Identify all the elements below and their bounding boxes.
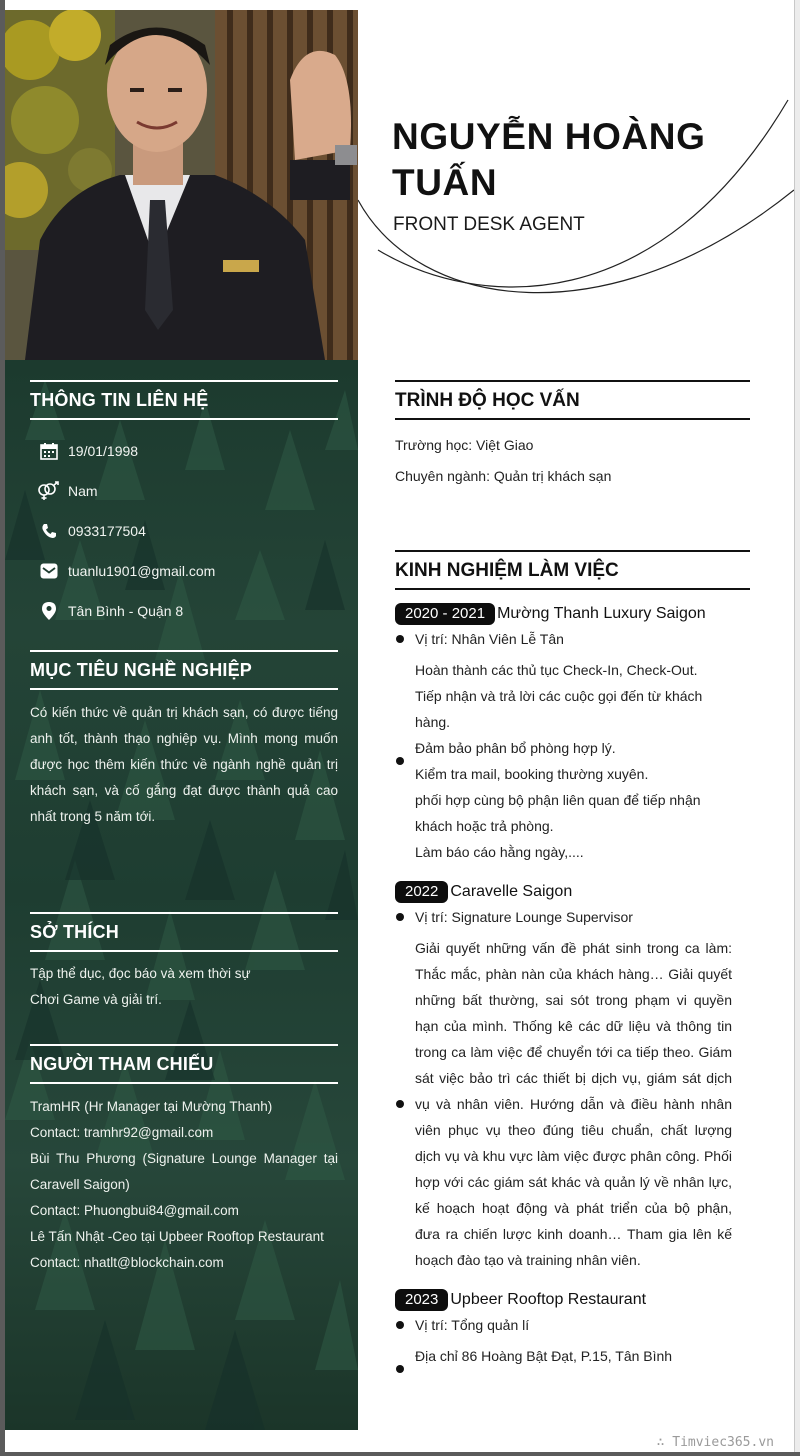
gender-icon [30, 481, 68, 501]
job-period-badge: 2022 [395, 881, 448, 903]
objective-heading: MỤC TIÊU NGHỀ NGHIỆP [30, 650, 338, 690]
hobby-item: Tập thể dục, đọc báo và xem thời sự [30, 966, 251, 981]
experience-heading: KINH NGHIỆM LÀM VIỆC [395, 550, 750, 590]
candidate-role: FRONT DESK AGENT [393, 214, 585, 235]
page-border-bottom [0, 1452, 800, 1456]
job-header [395, 1288, 646, 1312]
job-description: Địa chỉ 86 Hoàng Bật Đạt, P.15, Tân Bình [415, 1348, 673, 1364]
contact-phone [30, 519, 146, 543]
bullet-icon [396, 757, 404, 765]
bullet-icon [396, 1365, 404, 1373]
profile-photo [5, 10, 358, 360]
objective-text: Có kiến thức về quản trị khách sạn, có được tiếng anh tốt, thành thạo nghiệp vụ. Mình mong muốn được học thêm kiến thức về ngành nghề quản trị khách sạn, và cố gắng đạt được thành quả cao nhất trong 5 năm tới. [30, 705, 338, 824]
hobbies-heading: SỞ THÍCH [30, 912, 338, 952]
hobby-item: Chơi Game và giải trí. [30, 992, 162, 1007]
email-icon [30, 563, 68, 579]
sidebar [5, 360, 358, 1430]
education-school: Trường học: Việt Giao [395, 437, 534, 453]
job-company: Caravelle Saigon [450, 883, 573, 900]
calendar-icon [30, 442, 68, 460]
job-header [395, 602, 706, 626]
contact-gender [30, 479, 98, 503]
job-period-badge: 2023 [395, 1289, 448, 1311]
phone-icon [30, 523, 68, 539]
page-border-right [794, 0, 800, 1456]
contact-dob-value: 19/01/1998 [68, 443, 139, 459]
bullet-icon [396, 635, 404, 643]
job-position: Vị trí: Signature Lounge Supervisor [415, 909, 633, 925]
location-icon [30, 602, 68, 620]
bullet-icon [396, 1100, 404, 1108]
contact-email-value: tuanlu1901@gmail.com [68, 563, 216, 579]
job-period-badge: 2020 - 2021 [395, 603, 495, 625]
job-company: Upbeer Rooftop Restaurant [450, 1291, 647, 1308]
job-company: Mường Thanh Luxury Saigon [497, 605, 706, 622]
job-description: Hoàn thành các thủ tục Check-In, Check-Out. Tiếp nhận và trả lời các cuộc gọi đến từ khách hàng. Đảm bảo phân bổ phòng hợp lý. Kiểm tra mail, booking thường xuyên. phối hợp cùng bộ phận liên quan để tiếp nhận khách hoặc trả phòng. Làm báo cáo hằng ngày,.... [415, 662, 703, 860]
job-description: Giải quyết những vấn đề phát sinh trong ca làm: Thắc mắc, phàn nàn của khách hàng… Giải quyết những bất thường, sai sót trong phạm vi quyền hạn của mình. Thống kê các dữ liệu và thông tin trong ca làm việc để chuyển tới ca tiếp theo. Giám sát việc bảo trì các thiết bị dịch vụ, giám sát dịch vụ và nhân viên. Hướng dẫn và điều hành nhân viên phục vụ theo đúng tiêu chuẩn, chất lượng dịch vụ và khu vực làm việc được phân công. Phối hợp với các giám sát khác và quản lý về nhân lực, kế hoạch hoạt động và phát triển của bộ phận, đưa ra chiến lược kinh doanh… Tham gia lên kế hoạch đào tạo và training nhân viên. [415, 940, 732, 1268]
contact-email [30, 559, 215, 583]
references-text: TramHR (Hr Manager tại Mường Thanh) Contact: tramhr92@gmail.com Bùi Thu Phương (Signature Lounge Manager tại Caravell Saigon) Contact: Phuongbui84@gmail.com Lê Tấn Nhật -Ceo tại Upbeer Rooftop Restaurant Contact: nhatlt@blockchain.com [30, 1099, 338, 1270]
contact-address [30, 599, 183, 623]
contact-dob [30, 439, 138, 463]
education-major: Chuyên ngành: Quản trị khách sạn [395, 468, 612, 484]
candidate-name: NGUYỄN HOÀNG TUẤN [392, 116, 706, 203]
bullet-icon [396, 913, 404, 921]
job-position: Vị trí: Tổng quản lí [415, 1317, 530, 1333]
contact-address-value: Tân Bình - Quận 8 [68, 603, 184, 619]
job-position: Vị trí: Nhân Viên Lễ Tân [415, 631, 564, 647]
contact-heading: THÔNG TIN LIÊN HỆ [30, 380, 338, 420]
contact-phone-value: 0933177504 [68, 523, 146, 539]
watermark: ∴ Timviec365.vn [656, 1435, 774, 1450]
job-header [395, 880, 572, 904]
contact-gender-value: Nam [68, 483, 98, 499]
education-heading: TRÌNH ĐỘ HỌC VẤN [395, 380, 750, 420]
bullet-icon [396, 1321, 404, 1329]
references-heading: NGƯỜI THAM CHIẾU [30, 1044, 338, 1084]
